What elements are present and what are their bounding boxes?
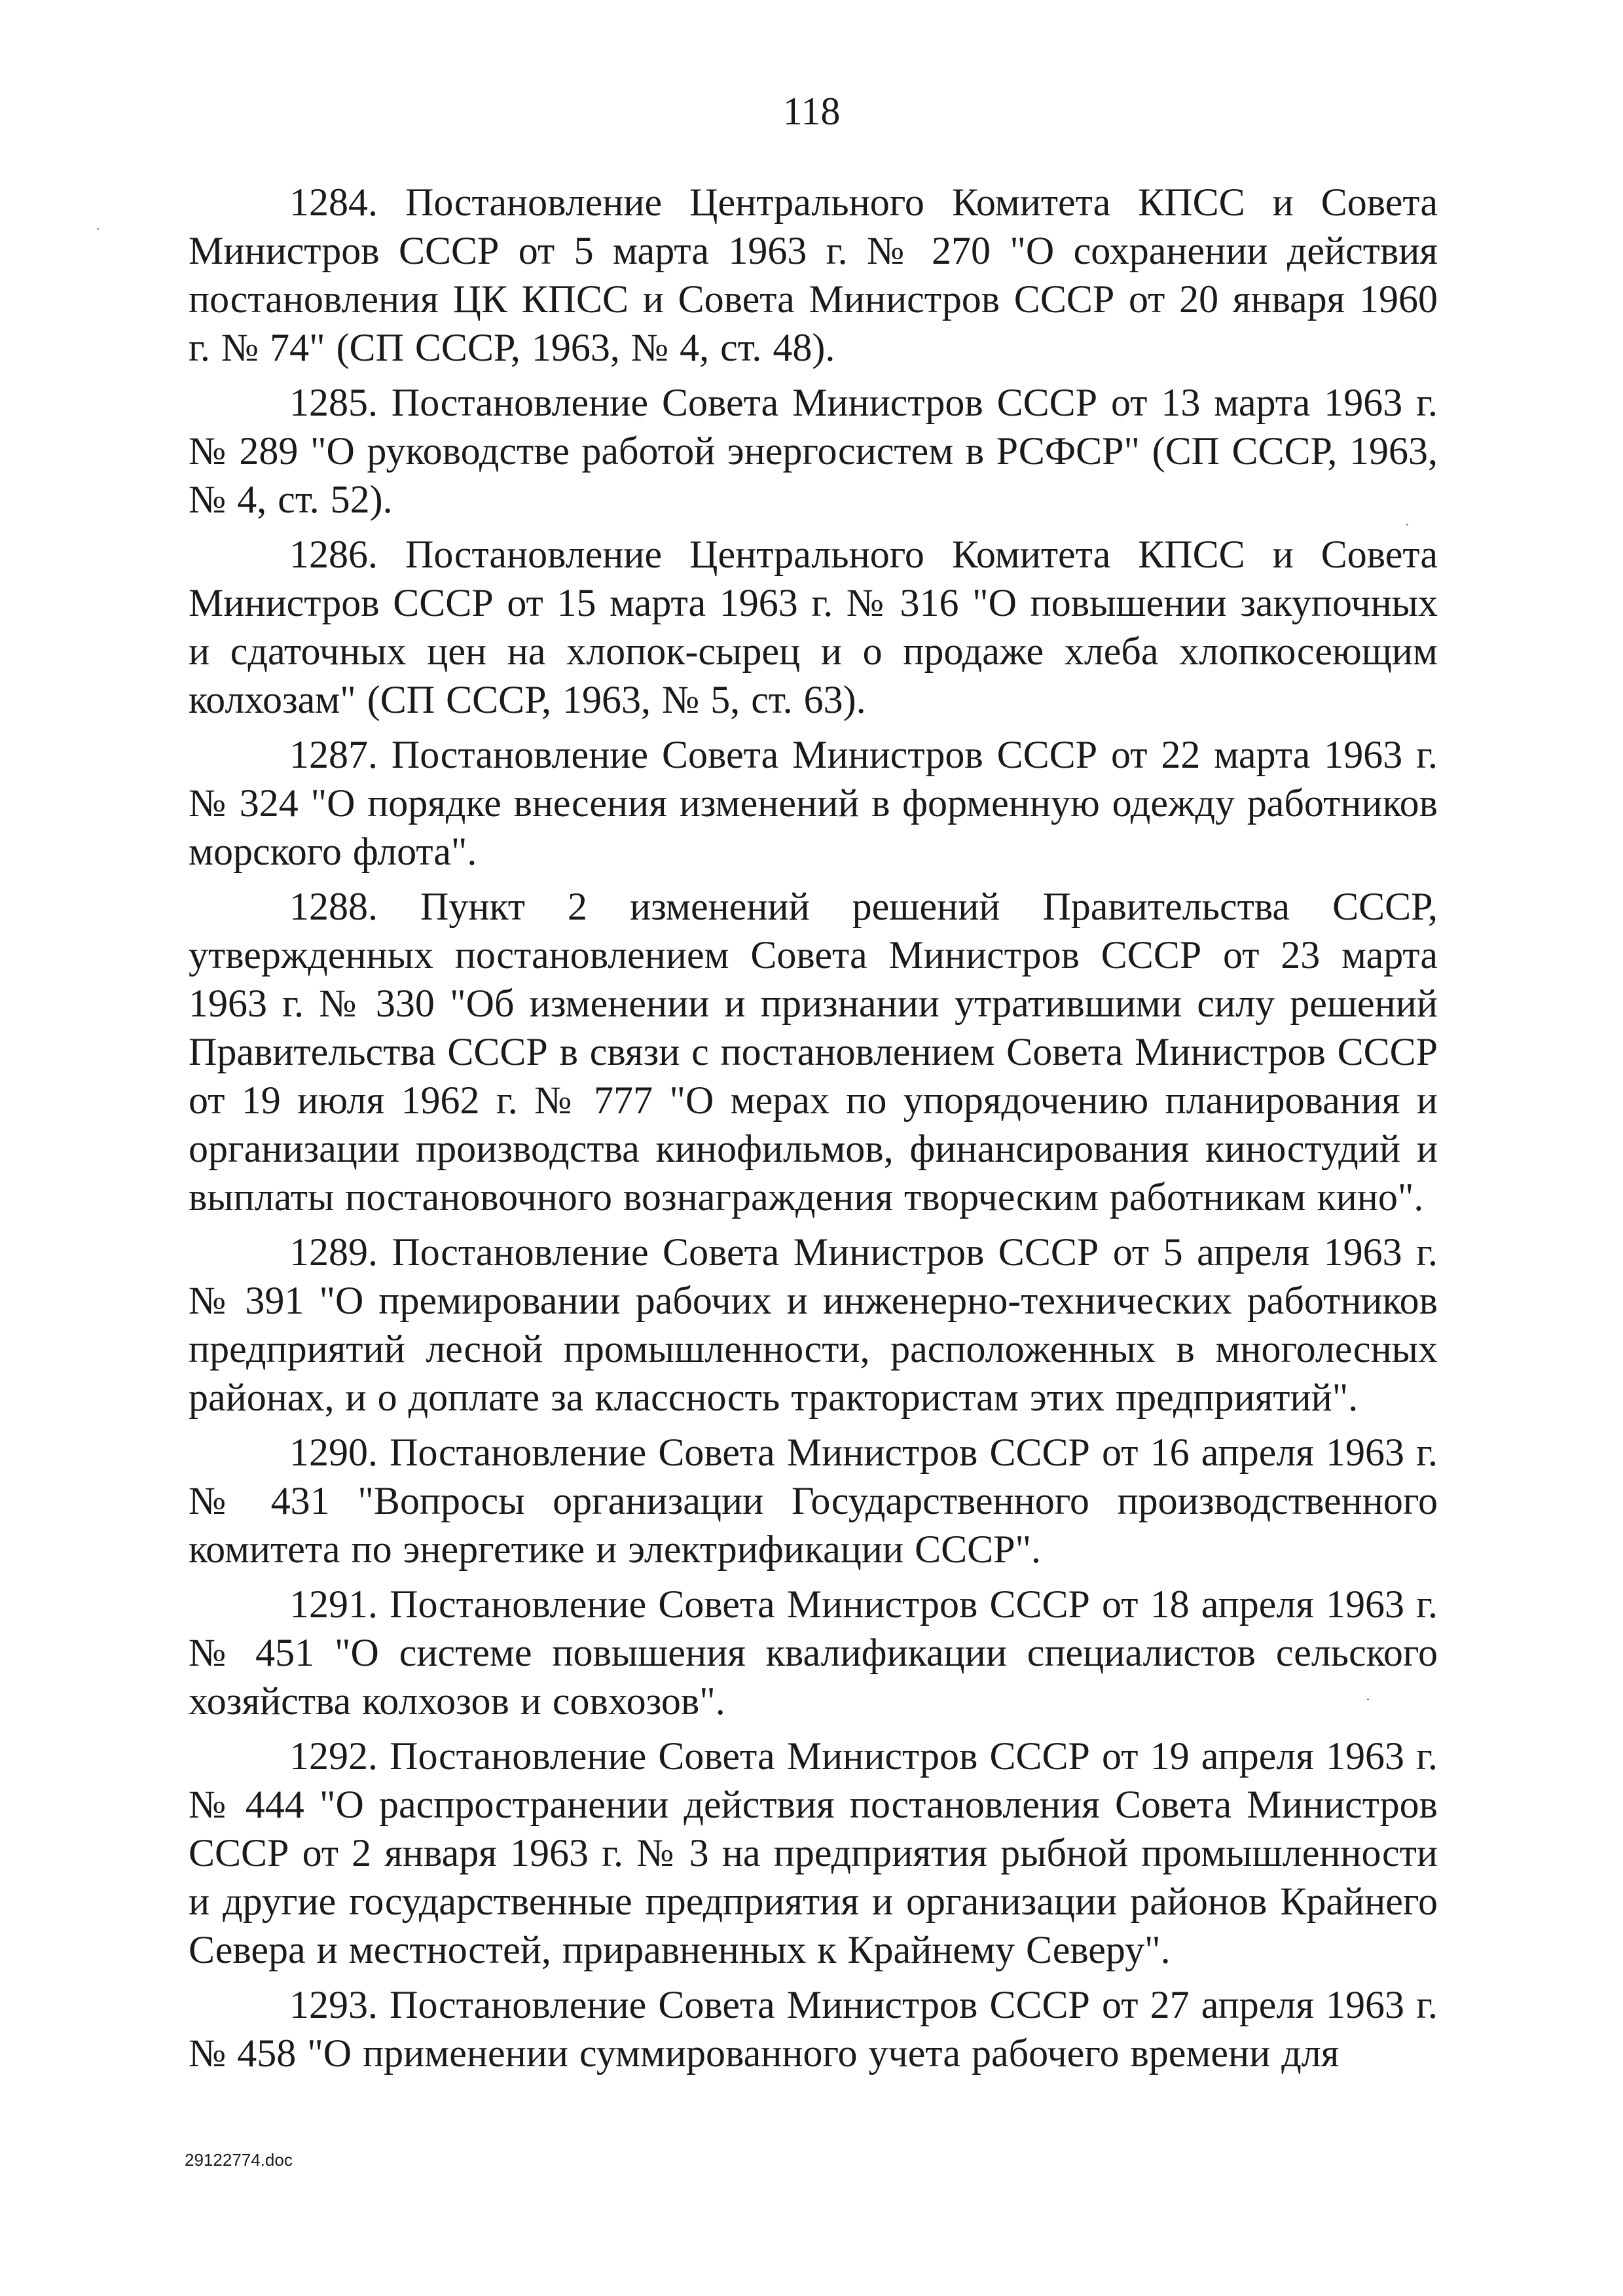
entry-1288: 1288. Пункт 2 изменений решений Правительства СССР, утвержденных постановлением Совета Министров СССР от 23 марта 1963 г. № 330 "Об изменении и признании утратившими силу решений Правительства СССР в связи с постановлением Совета Министров СССР от 19 июля 1962 г. № 777 "О мерах по упорядочению планирования и организации производства кинофильмов, финансирования киностудий и выплаты постановочного вознаграждения творческим работникам кино". [189, 885, 1438, 1219]
footer-file-name: 29122774.doc [185, 2150, 293, 2170]
scan-speck [1367, 1698, 1369, 1700]
page-number: 118 [782, 90, 841, 133]
entry-1284: 1284. Постановление Центрального Комитета КПСС и Совета Министров СССР от 5 марта 1963 г. № 270 "О сохранении действия постановления ЦК КПСС и Совета Министров СССР от 20 января 1960 г. № 74" (СП СССР, 1963, № 4, ст. 48). [189, 181, 1438, 369]
scan-speck [1406, 524, 1408, 526]
entry-1293: 1293. Постановление Совета Министров СССР от 27 апреля 1963 г. № 458 "О применении суммированного учета рабочего времени для [189, 1983, 1438, 2075]
scan-speck [97, 228, 99, 230]
entry-1285: 1285. Постановление Совета Министров СССР от 13 марта 1963 г. № 289 "О руководстве работой энергосистем в РСФСР" (СП СССР, 1963, № 4, ст. 52). [189, 381, 1438, 521]
entry-1287: 1287. Постановление Совета Министров СССР от 22 марта 1963 г. № 324 "О порядке внесения изменений в форменную одежду работников морского флота". [189, 733, 1438, 873]
document-body [189, 178, 1438, 2084]
entry-1292: 1292. Постановление Совета Министров СССР от 19 апреля 1963 г. № 444 "О распространении действия постановления Совета Министров СССР от 2 января 1963 г. № 3 на предприятия рыбной промышленности и другие государственные предприятия и организации районов Крайнего Севера и местностей, приравненных к Крайнему Северу". [189, 1734, 1438, 1971]
entry-1291: 1291. Постановление Совета Министров СССР от 18 апреля 1963 г. № 451 "О системе повышения квалификации специалистов сельского хозяйства колхозов и совхозов". [189, 1583, 1438, 1723]
entry-1290: 1290. Постановление Совета Министров СССР от 16 апреля 1963 г. № 431 "Вопросы организации Государственного производственного комитета по энергетике и электрификации СССР". [189, 1431, 1438, 1571]
entry-1286: 1286. Постановление Центрального Комитета КПСС и Совета Министров СССР от 15 марта 1963 г. № 316 "О повышении закупочных и сдаточных цен на хлопок-сырец и о продаже хлеба хлопкосеющим колхозам" (СП СССР, 1963, № 5, ст. 63). [189, 533, 1438, 721]
entry-1289: 1289. Постановление Совета Министров СССР от 5 апреля 1963 г. № 391 "О премировании рабочих и инженерно-технических работников предприятий лесной промышленности, расположенных в многолесных районах, и о доплате за классность трактористам этих предприятий". [189, 1230, 1438, 1419]
